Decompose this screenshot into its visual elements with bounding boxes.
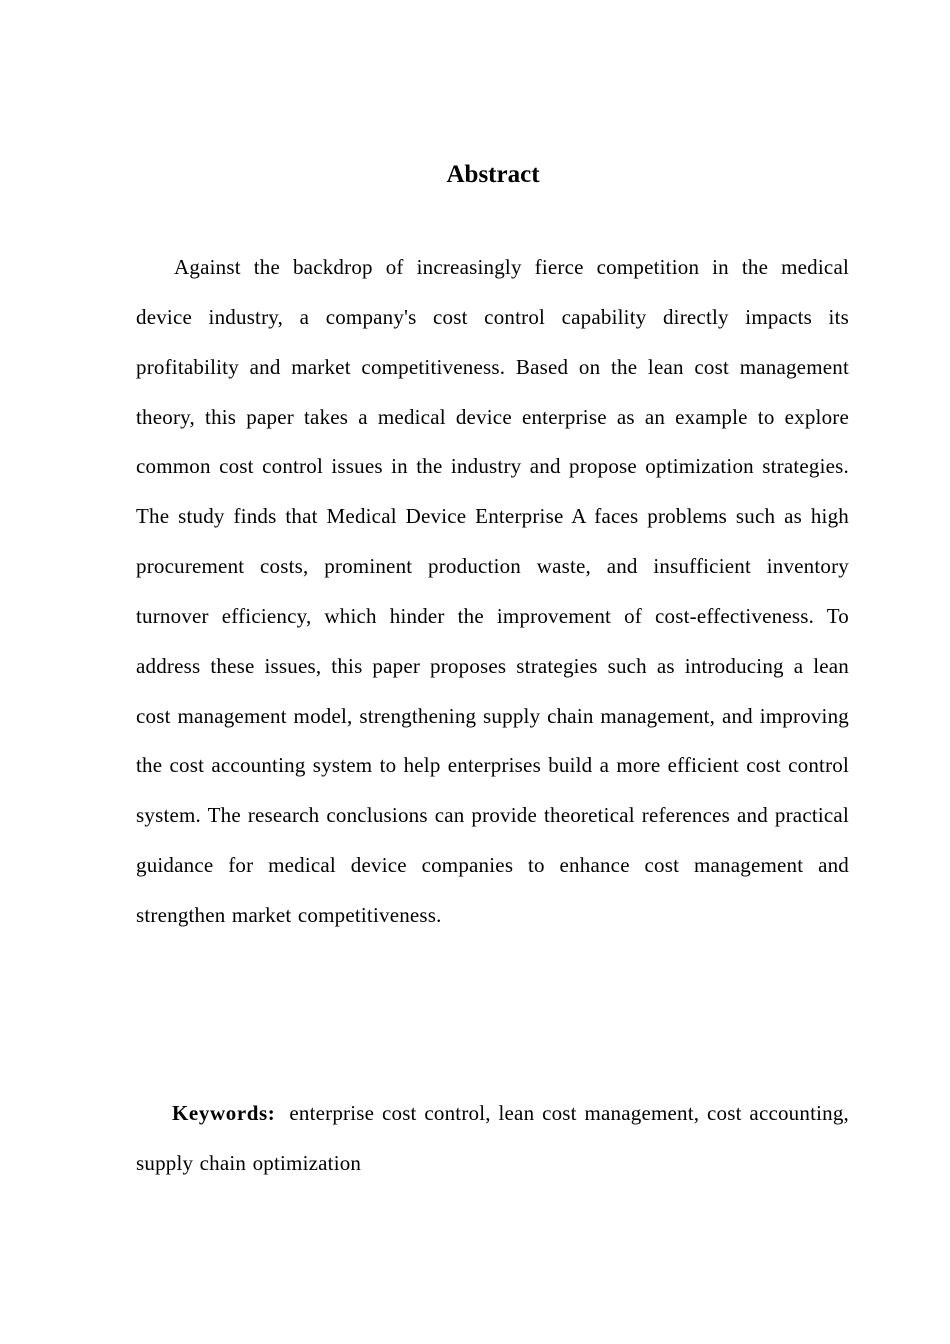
abstract-body: Against the backdrop of increasingly fierce competition in the medical device industry, a company's cost control capability directly impacts its profitability and market competitiveness. Based on the lean cost management theory, this paper takes a medical device enterprise as an example to explore common cost control issues in the industry and propose optimization strategies. The study finds that Medical Device Enterprise A faces problems such as high procurement costs, prominent production waste, and insufficient inventory turnover efficiency, which hinder the improvement of cost-effectiveness. To address these issues, this paper proposes strategies such as introducing a lean cost management model, strengthening supply chain management, and improving the cost accounting system to help enterprises build a more efficient cost control system. The research conclusions can provide theoretical references and practical guidance for medical device companies to enhance cost management and strengthen market competitiveness. [136, 255, 849, 927]
keywords-paragraph [136, 1089, 849, 1189]
keywords-label: Keywords: [172, 1101, 276, 1125]
abstract-title: Abstract [446, 161, 540, 188]
keywords-text: enterprise cost control, lean cost management, cost accounting, supply chain optimization [136, 1101, 849, 1175]
